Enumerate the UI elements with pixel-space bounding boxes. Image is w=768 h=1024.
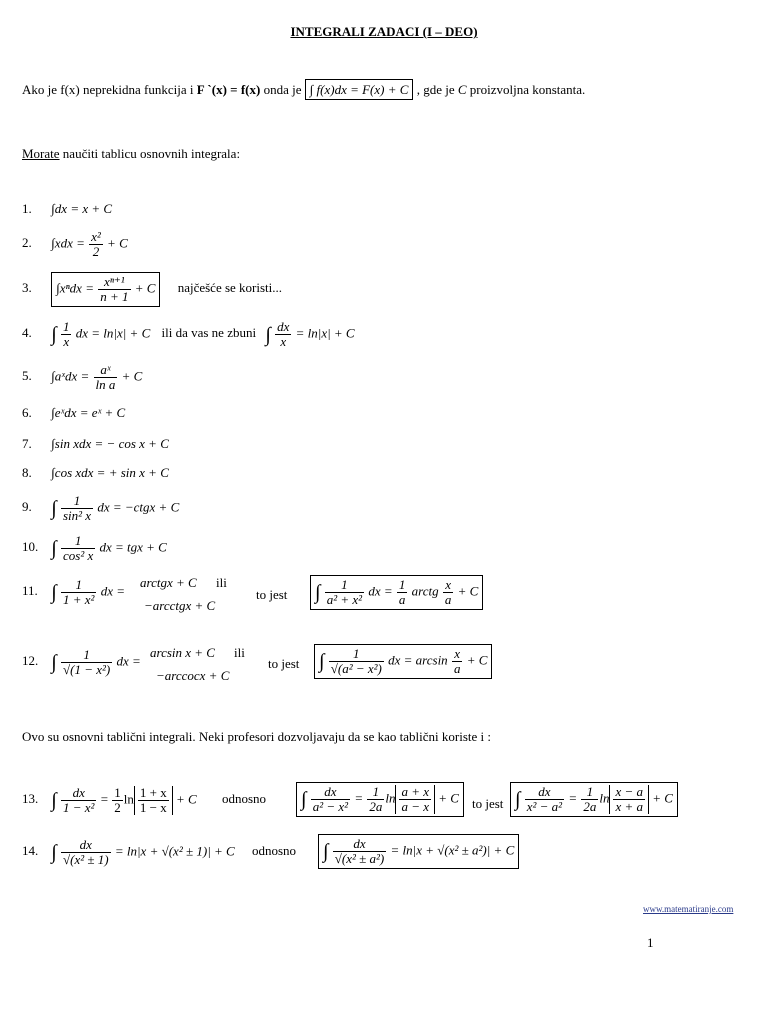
numerator: dx [61,838,111,853]
intro-formula-box: ∫ f(x)dx = F(x) + C [305,79,414,100]
extra-intro: Ovo su osnovni tablični integrali. Neki profesori dozvoljavaju da se kao tablični koriste i : [22,729,491,744]
denominator: 2 [114,800,121,815]
page-number: 1 [647,935,654,950]
formula-expr: ∫sin xdx = − cos x + C [51,436,169,451]
absolute-value [609,785,649,814]
table-intro [22,146,240,162]
denominator: 2a [369,799,383,814]
formula-number: 4. [22,325,32,341]
alt-top: arcsin x + C [150,645,215,660]
fraction [397,578,408,607]
integral-sign: ∫ [51,497,57,520]
ln-label: ln [385,790,396,806]
formula-number: 12. [22,653,39,669]
denominator: ln a [95,377,116,392]
numerator: 1 [329,647,384,662]
formula-row-3 [22,272,282,307]
formula-rhs: + C [466,652,488,668]
formula-note: ili da vas ne zbuni [161,325,257,341]
fraction [89,230,103,259]
integral-sign: ∫ [319,650,325,673]
intro-text-1: Ako je f(x) neprekidna funkcija i [22,82,197,97]
denominator: cos² x [62,548,94,563]
intro-line [22,82,585,98]
formula-row-5 [22,363,142,392]
formula-box [310,575,483,610]
formula-rhs: dx = [100,583,125,599]
alt-bottom: −arcctgx + C [144,598,216,613]
formula-rhs: = ln|x + √(x² ± a²)| + C [390,842,515,858]
formula-rhs: dx = tgx + C [99,539,167,555]
numerator: xⁿ⁺¹ [98,275,130,290]
to-jest-label: to jest [472,796,504,811]
formula-rhs: + C [134,280,156,296]
denominator: a [444,592,452,607]
formula-rhs: = ln|x + √(x² ± 1)| + C [114,843,235,859]
formula-mid: dx = [368,583,393,599]
formula-mid: dx = arcsin [388,652,448,668]
to-jest-label: to jest [268,656,300,671]
denominator: x [280,334,287,349]
ili-label: ili [234,645,245,660]
fraction [525,785,564,814]
integral-sign: ∫ [51,323,57,346]
numerator: 1 [61,534,95,549]
formula-number: 10. [22,539,39,555]
numerator: 1 [61,494,93,509]
odnosno-label: odnosno [221,791,267,807]
fraction [61,838,111,867]
numerator: dx [311,785,350,800]
odnosno-label: odnosno [251,843,297,859]
intro-text-3: , gde je [416,82,458,97]
fraction [452,647,463,676]
fraction [112,786,123,815]
denominator: n + 1 [100,289,129,304]
numerator: 1 [398,577,406,592]
denominator: a² + x² [326,592,363,607]
denominator: x [63,334,70,349]
numerator: dx [61,786,96,801]
formula-expr: ∫eˣdx = eˣ + C [51,405,126,420]
fraction [613,785,645,814]
integral-sign: ∫ [51,581,57,604]
ln-label: ln [123,791,134,807]
formula-number: 14. [22,843,39,859]
denominator: a − x [401,799,430,814]
ili-label: ili [216,575,227,590]
formula-number: 7. [22,436,32,451]
integral-sign: ∫ [515,788,521,811]
fraction [367,785,384,814]
formula-row-7 [22,436,169,452]
denominator: 2 [92,244,100,259]
fraction [275,320,291,349]
integral-sign: ∫ [51,651,57,674]
formula-box-14 [318,834,519,869]
integral-sign: ∫ [323,840,329,863]
formula-rhs: + C [121,368,143,384]
formula-box-13a [296,782,464,817]
formula-rhs: + C [652,790,673,806]
formula-number: 9. [22,499,32,515]
denominator: 1 + x² [62,592,95,607]
numerator: x [452,647,463,662]
fraction [61,494,93,523]
fraction [98,275,130,304]
table-intro-underlined: Morate [22,146,60,161]
denominator: x + a [615,799,644,814]
numerator: 1 [581,785,598,800]
formula-number: 11. [22,583,38,599]
numerator: aˣ [94,363,118,378]
table-intro-rest: naučiti tablicu osnovnih integrala: [59,146,241,161]
integral-sign: ∫ [301,788,307,811]
intro-text-2: onda je [260,82,305,97]
fraction [61,534,95,563]
formula-expr: ∫dx = x + C [51,201,113,216]
intro-c: C [457,82,467,97]
formula-lhs: ∫xdx = [51,235,85,251]
fraction [61,648,112,677]
denominator: √(x² ± 1) [62,852,109,867]
fraction [311,785,350,814]
formula-note: najčešće se koristi... [177,280,283,296]
fraction [61,786,96,815]
numerator: dx [525,785,564,800]
fraction [581,785,598,814]
intro-bold: F `(x) = f(x) [196,82,261,97]
alt-bottom: −arccocx + C [156,668,230,683]
formula-rhs: + C [107,235,128,251]
integral-sign: ∫ [51,841,57,864]
denominator: a² − x² [312,799,349,814]
formula-rhs: + C [457,583,479,599]
formula-row-13 [22,786,266,815]
fraction [94,363,118,392]
integral-sign: ∫ [51,789,57,812]
denominator: √(a² − x²) [330,661,382,676]
formula-rhs: = ln|x| + C [295,325,355,341]
absolute-value [395,785,435,814]
integral-sign: ∫ [265,323,271,346]
formula-number: 8. [22,465,32,480]
formula-row-14 [22,838,296,867]
formula-row-9 [22,494,179,523]
equals: = [568,790,578,806]
formula-number: 6. [22,405,32,420]
denominator: sin² x [62,508,92,523]
fraction [443,578,454,607]
formula-number: 1. [22,201,32,216]
formula-number: 3. [22,280,32,296]
formula-row-2 [22,230,128,259]
fraction [399,785,431,814]
numerator: x − a [615,784,644,799]
equals: = [100,791,109,807]
numerator: dx [333,837,387,852]
intro-text-4: proizvoljna konstanta. [466,82,586,97]
formula-rhs: + C [176,791,197,807]
denominator: a [398,592,406,607]
formula-row-12 [22,648,141,677]
formula-row-6 [22,405,125,421]
fraction [61,578,96,607]
integral-sign: ∫ [51,537,57,560]
formula-rhs: + C [438,790,459,806]
formula-lhs: ∫aˣdx = [51,368,90,384]
numerator: 1 [62,319,70,334]
denominator: x² − a² [526,799,563,814]
formula-row-4 [22,320,355,349]
denominator: 1 − x [139,800,167,815]
numerator: 1 [61,648,112,663]
formula-number: 13. [22,791,39,807]
denominator: √(x² ± a²) [334,851,385,866]
ln-label: ln [599,790,610,806]
fraction [61,320,72,349]
formula-rhs: dx = ln|x| + C [75,325,151,341]
fraction [333,837,387,866]
numerator: x² [91,229,101,244]
integral-sign: ∫ [315,581,321,604]
formula-row-1 [22,201,112,217]
absolute-value [134,786,173,815]
formula-box [314,644,492,679]
formula-row-10 [22,534,167,563]
numerator: a + x [401,784,430,799]
numerator: 1 [325,578,364,593]
numerator: dx [277,319,290,334]
numerator: 1 [114,785,121,800]
formula-mid: arctg [411,583,439,599]
to-jest-label: to jest [256,587,288,602]
formula-number: 2. [22,235,32,251]
numerator: 1 [61,578,96,593]
numerator: x [443,578,454,593]
denominator: √(1 − x²) [62,662,111,677]
formula-row-8 [22,465,169,481]
equals: = [354,790,364,806]
numerator: 1 [367,785,384,800]
formula-expr: ∫cos xdx = + sin x + C [51,465,169,480]
denominator: a [453,661,461,676]
formula-lhs: ∫xⁿdx = [56,280,94,296]
formula-number: 5. [22,368,32,384]
fraction [138,786,169,815]
formula-row-11 [22,578,125,607]
fraction [325,578,364,607]
alt-top: arctgx + C [140,575,197,590]
formula-box-13b [510,782,678,817]
website-link[interactable]: www.matematiranje.com [643,904,734,914]
page-title: INTEGRALI ZADACI (I – DEO) [290,24,478,39]
fraction [329,647,384,676]
formula-rhs: dx = −ctgx + C [97,499,180,515]
formula-box [51,272,160,307]
denominator: 1 − x² [62,800,95,815]
formula-rhs: dx = [116,653,141,669]
numerator: 1 + x [139,785,167,800]
denominator: 2a [583,799,597,814]
